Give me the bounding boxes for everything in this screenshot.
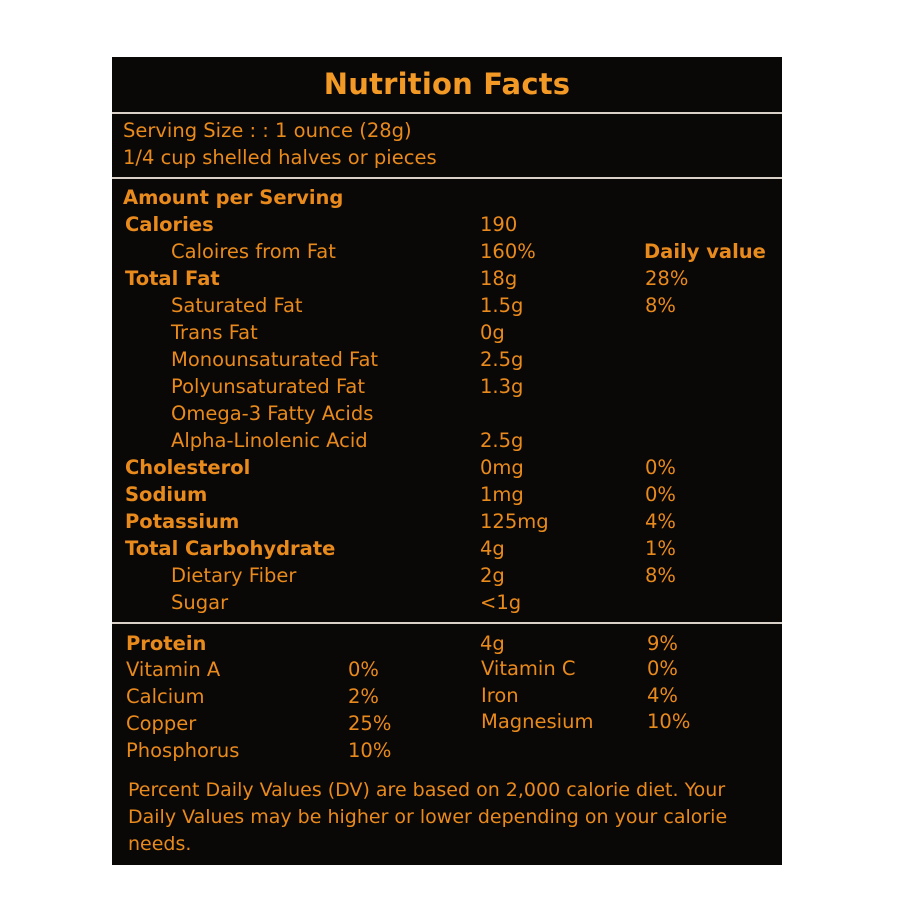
nutrient-name: Trans Fat — [171, 321, 258, 344]
nutrient-amount: 125mg — [480, 510, 549, 533]
vitamin-value: 4% — [647, 684, 678, 707]
nutrient-name: Monounsaturated Fat — [171, 348, 379, 371]
divider-protein — [112, 622, 782, 624]
vitamin-name: Magnesium — [481, 710, 594, 733]
vitamin-value: 25% — [348, 712, 392, 735]
nutrient-name: Total Fat — [125, 267, 220, 290]
nutrient-amount: 0g — [480, 321, 505, 344]
vitamin-name: Vitamin A — [126, 658, 221, 681]
nutrient-name: Sugar — [171, 591, 229, 614]
nutrient-name: Alpha-Linolenic Acid — [171, 429, 368, 452]
nutrient-amount: 1.3g — [480, 375, 524, 398]
vitamin-name: Calcium — [126, 685, 205, 708]
amount-per-serving-header: Amount per Serving — [123, 186, 344, 209]
nutrient-amount: 2.5g — [480, 348, 524, 371]
nutrient-amount: 160% — [480, 240, 536, 263]
nutrient-amount: 18g — [480, 267, 518, 290]
nutrient-daily-value: 8% — [645, 564, 676, 587]
divider-serving — [112, 177, 782, 179]
vitamin-name: Copper — [126, 712, 197, 735]
nutrient-name: Calories — [125, 213, 214, 236]
footnote: Percent Daily Values (DV) are based on 2,000 calorie diet. Your Daily Values may be higher or lower depending on your calorie needs. — [128, 779, 728, 855]
nutrient-amount: 1mg — [480, 483, 524, 506]
label-title: Nutrition Facts — [323, 67, 571, 101]
nutrient-name: Potassium — [125, 510, 240, 533]
nutrient-daily-value: 28% — [645, 267, 689, 290]
nutrient-amount: <1g — [480, 591, 522, 614]
serving-description: 1/4 cup shelled halves or pieces — [123, 146, 437, 169]
vitamin-name: Iron — [481, 684, 519, 707]
nutrient-daily-value: 0% — [645, 483, 676, 506]
nutrient-amount: 4g — [480, 537, 505, 560]
vitamin-value: 10% — [348, 739, 392, 762]
nutrient-amount: 0mg — [480, 456, 524, 479]
nutrient-amount: 2g — [480, 564, 505, 587]
protein-amount: 4g — [480, 632, 505, 655]
vitamin-value: 0% — [647, 657, 678, 680]
nutrient-amount: 1.5g — [480, 294, 524, 317]
nutrition-label — [112, 57, 782, 865]
vitamin-value: 2% — [348, 685, 379, 708]
protein-dv: 9% — [647, 632, 678, 655]
nutrient-amount: 190 — [480, 213, 518, 236]
serving-size: Serving Size : : 1 ounce (28g) — [123, 119, 412, 142]
vitamin-value: 10% — [647, 710, 691, 733]
nutrient-daily-value: 8% — [645, 294, 676, 317]
vitamin-value: 0% — [348, 658, 379, 681]
vitamin-name: Vitamin C — [481, 657, 576, 680]
nutrient-daily-value: 4% — [645, 510, 676, 533]
vitamin-name: Phosphorus — [126, 739, 240, 762]
nutrient-name: Cholesterol — [125, 456, 251, 479]
daily-value-header: Daily value — [644, 240, 766, 263]
nutrient-amount: 2.5g — [480, 429, 524, 452]
nutrient-name: Caloires from Fat — [171, 240, 336, 263]
nutrient-name: Sodium — [125, 483, 208, 506]
nutrient-name: Dietary Fiber — [171, 564, 297, 587]
nutrient-daily-value: 1% — [645, 537, 676, 560]
protein-label: Protein — [126, 632, 207, 655]
nutrient-name: Total Carbohydrate — [125, 537, 336, 560]
nutrient-name: Polyunsaturated Fat — [171, 375, 365, 398]
divider-top — [112, 112, 782, 114]
nutrient-name: Omega-3 Fatty Acids — [171, 402, 374, 425]
nutrient-name: Saturated Fat — [171, 294, 303, 317]
nutrient-daily-value: 0% — [645, 456, 676, 479]
